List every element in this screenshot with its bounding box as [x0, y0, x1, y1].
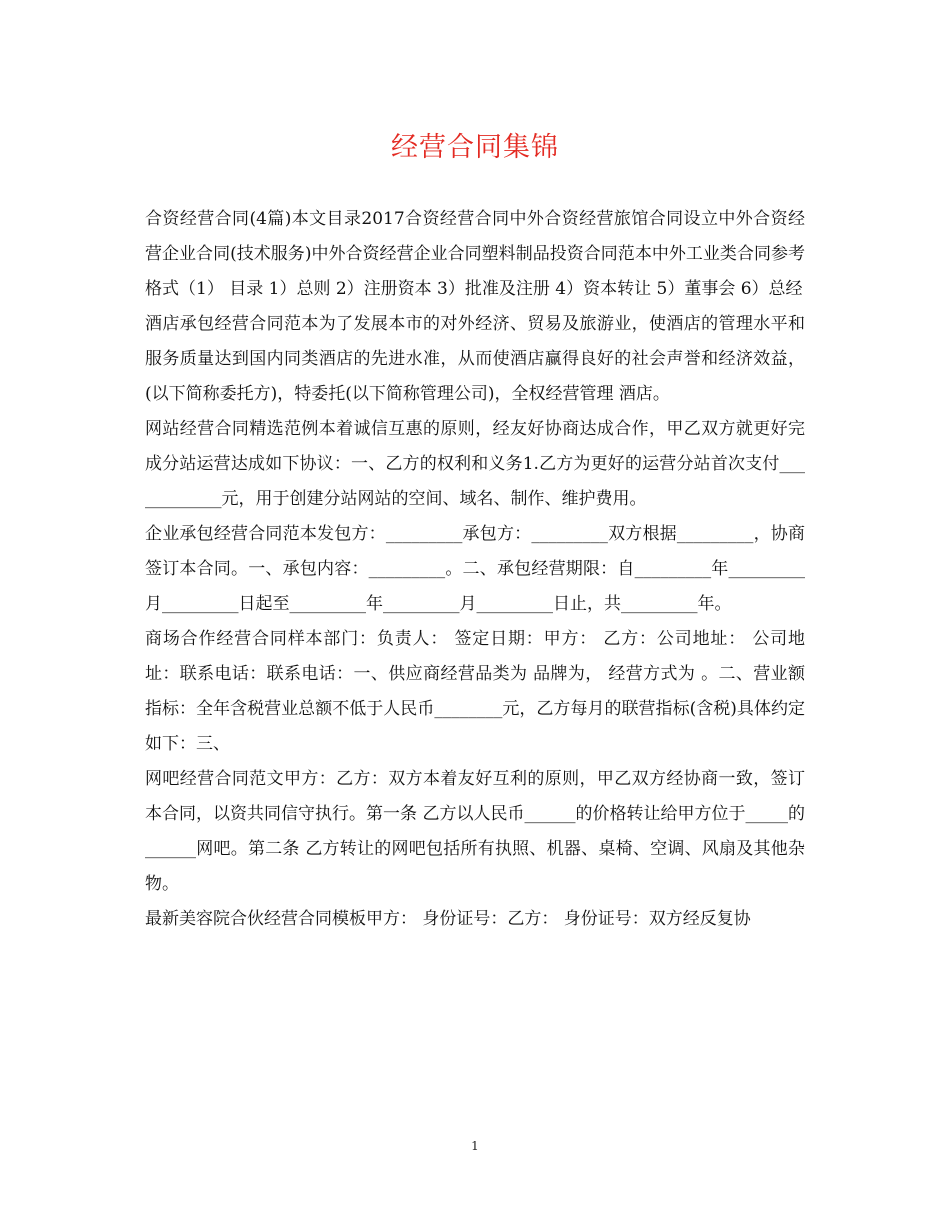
paragraph-mall-contract: 商场合作经营合同样本部门：负责人： 签定日期：甲方： 乙方：公司地址： 公司地址：联系电话：联系电话：一、供应商经营品类为 品牌为， 经营方式为 。二、营业额指标：全年含税营业总额不低于人民币________元，乙方每月的联营指标(含税)具体约定如下：三、	[145, 629, 805, 754]
page-number: 1	[471, 1139, 479, 1153]
paragraph-beauty-salon-contract: 最新美容院合伙经营合同模板甲方： 身份证号：乙方： 身份证号：双方经反复协	[145, 909, 751, 929]
paragraph-hotel-contract: 酒店承包经营合同范本为了发展本市的对外经济、贸易及旅游业，使酒店的管理水平和服务质量达到国内同类酒店的先进水准，从而使酒店赢得良好的社会声誉和经济效益，(以下简称委托方)，特委托(以下简称管理公司)，全权经营管理 酒店。	[145, 314, 805, 404]
paragraph-website-contract: 网站经营合同精选范例本着诚信互惠的原则，经友好协商达成合作，甲乙双方就更好完成分站运营达成如下协议：一、乙方的权利和义务1.乙方为更好的运营分站首次支付____________元，用于创建分站网站的空间、域名、制作、维护费用。	[145, 419, 805, 509]
page-title: 经营合同集锦	[391, 132, 559, 163]
document-body	[145, 202, 805, 937]
paragraph-joint-venture: 合资经营合同(4篇)本文目录2017合资经营合同中外合资经营旅馆合同设立中外合资经营企业合同(技术服务)中外合资经营企业合同塑料制品投资合同范本中外工业类合同参考格式（1） 目录 1）总则 2）注册资本 3）批准及注册 4）资本转让 5）董事会 6）总经	[145, 209, 805, 299]
paragraph-enterprise-contract: 企业承包经营合同范本发包方：_________承包方：_________双方根据_________，协商签订本合同。一、承包内容：_________。二、承包经营期限：自_________年_________月_________日起至_________年_________月_________日止，共_________年。	[145, 524, 805, 614]
paragraph-internet-cafe-contract: 网吧经营合同范文甲方：乙方：双方本着友好互利的原则，甲乙双方经协商一致，签订本合同，以资共同信守执行。第一条 乙方以人民币______的价格转让给甲方位于_____的______网吧。第二条 乙方转让的网吧包括所有执照、机器、桌椅、空调、风扇及其他杂物。	[145, 769, 805, 894]
